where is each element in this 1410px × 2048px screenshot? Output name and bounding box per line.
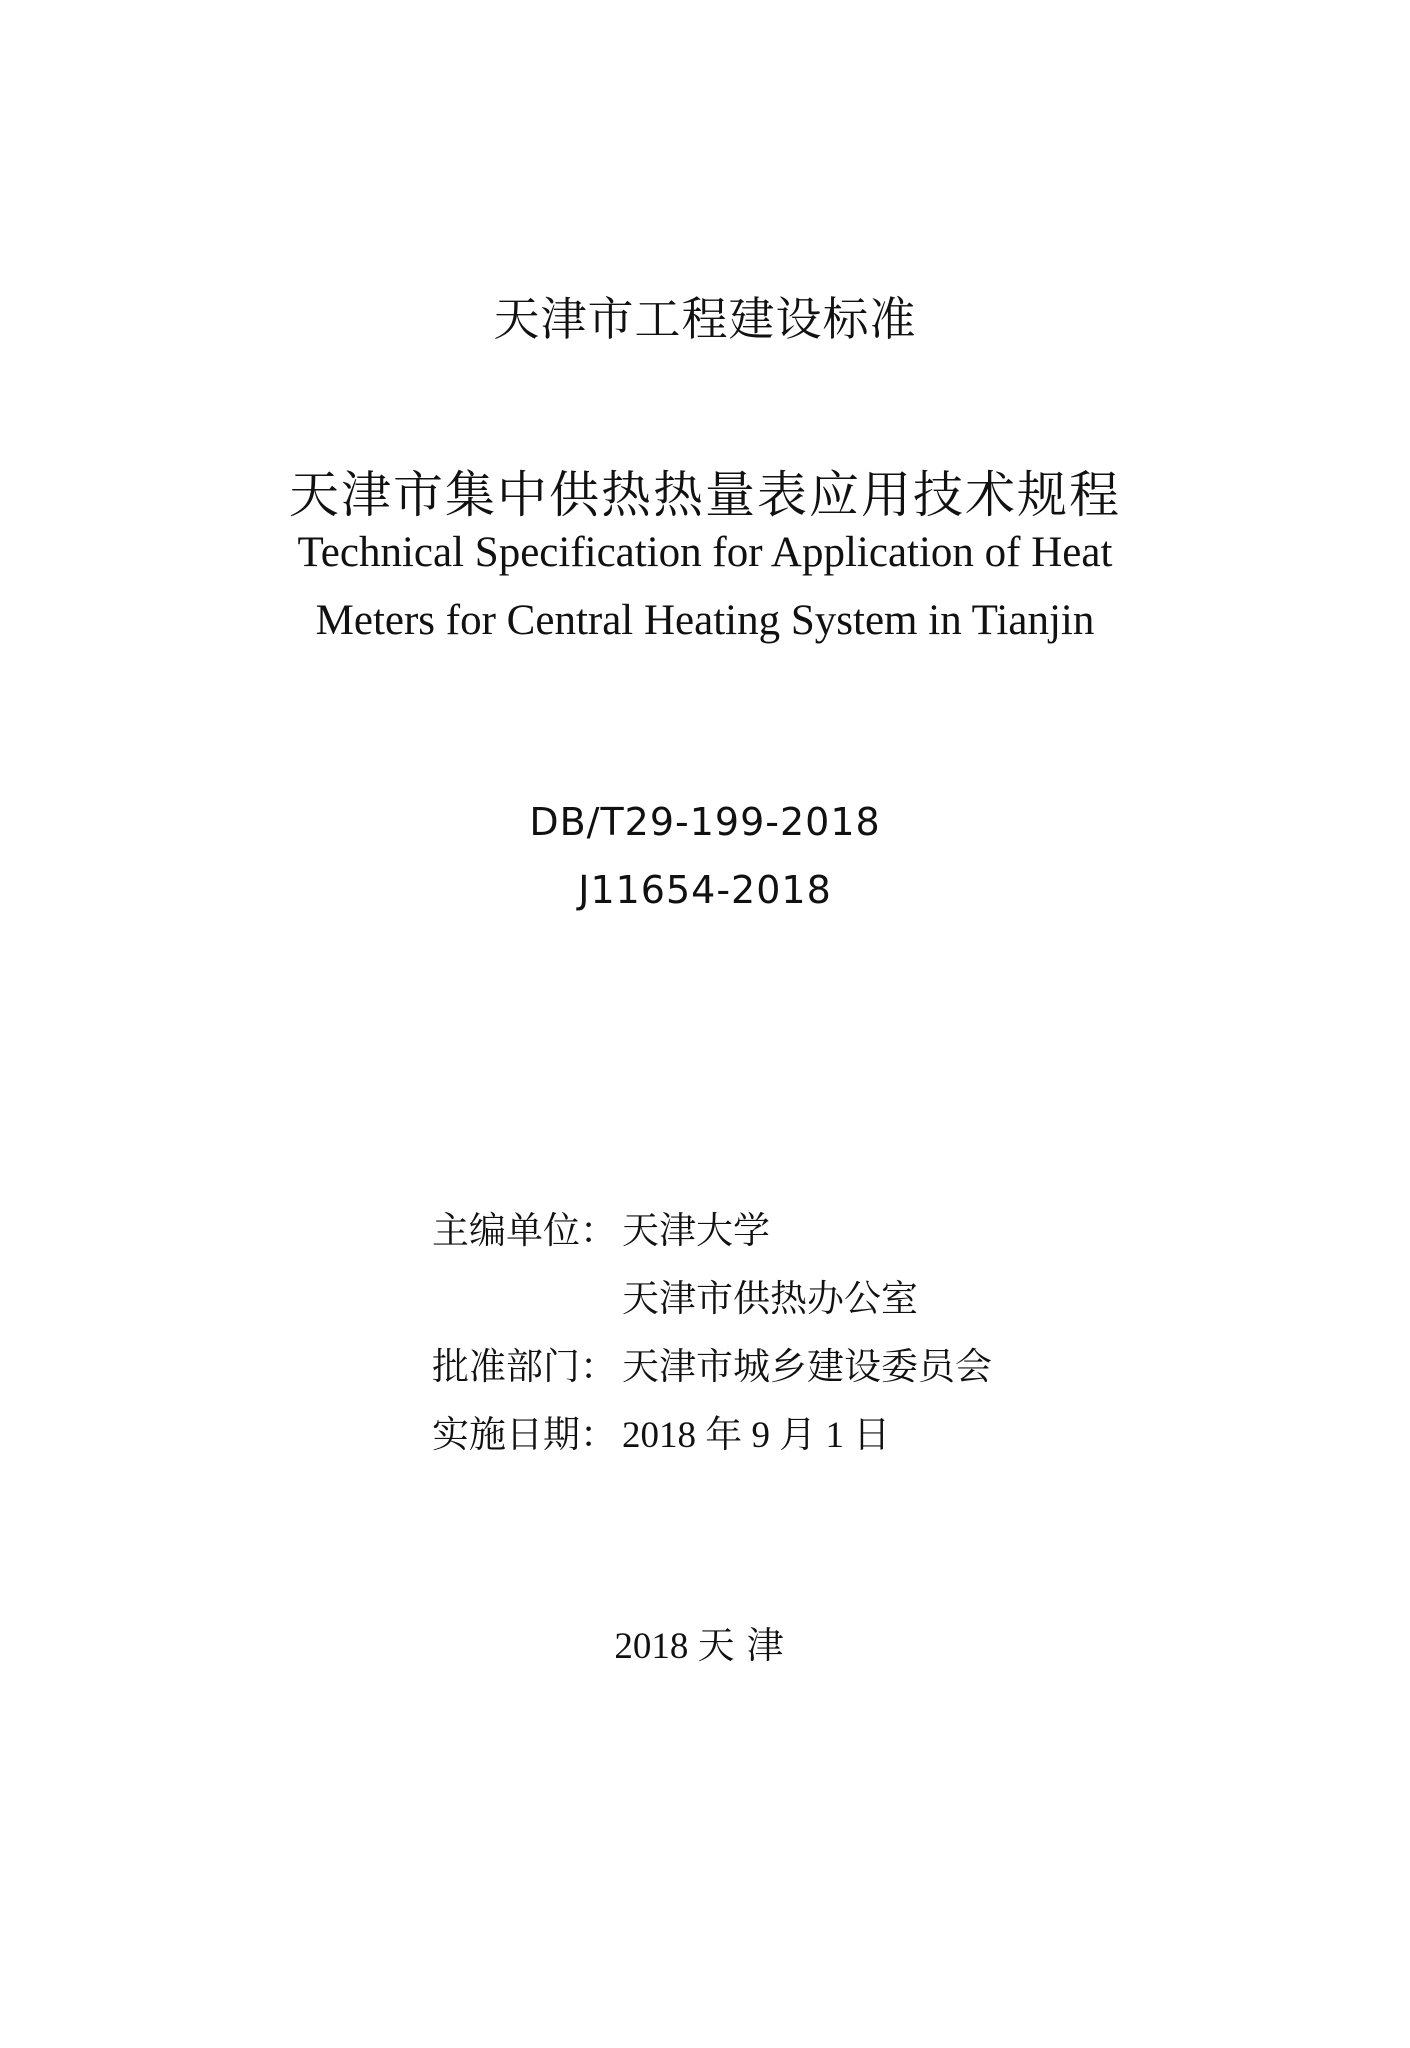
series-title: 天津市工程建设标准 [493,292,917,346]
editor-row-2 [432,1268,1232,1336]
editor-value-2: 天津市供热办公室 [622,1279,918,1320]
effective-date-label: 实施日期： [432,1415,617,1456]
document-title-english-line-2: Meters for Central Heating System in Tianjin [315,597,1095,644]
publication-info [432,1200,1232,1472]
footer-place: 天津 [697,1624,796,1667]
footer-year: 2018 [614,1626,689,1667]
effective-date-row [432,1404,1232,1472]
footer-imprint [0,1615,1410,1669]
record-code: J11654-2018 [578,868,832,912]
approver-row [432,1336,1232,1404]
document-title-english-line-1: Technical Specification for Application of Heat [297,529,1113,576]
editor-label: 主编单位： [432,1211,617,1252]
approver-label: 批准部门： [432,1347,617,1388]
effective-date-value: 2018 年 9 月 1 日 [622,1415,891,1456]
approver-value: 天津市城乡建设委员会 [622,1347,992,1388]
editor-row [432,1200,1232,1268]
editor-value-1: 天津大学 [622,1211,770,1252]
standard-code: DB/T29-199-2018 [529,800,881,844]
document-title-chinese: 天津市集中供热热量表应用技术规程 [289,466,1121,524]
